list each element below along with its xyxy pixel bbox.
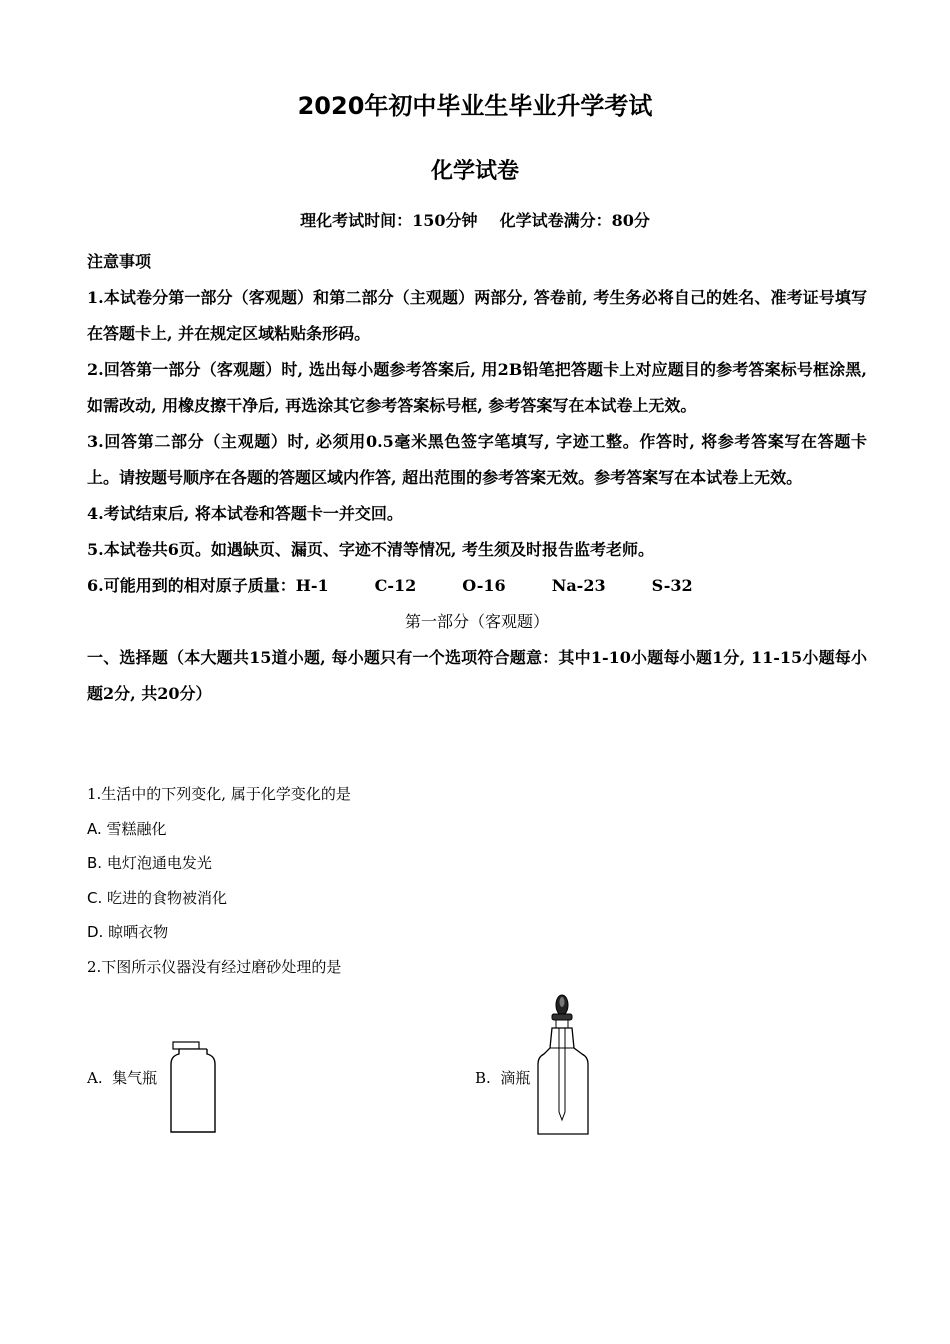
question-1-stem: 1.生活中的下列变化, 属于化学变化的是 (87, 785, 351, 803)
atomic-mass-label: 6.可能用到的相对原子质量： (87, 576, 296, 595)
atomic-mass-na: Na-23 (551, 576, 606, 595)
time-info: 理化考试时间：150分钟 (300, 211, 478, 230)
exam-title: 2020年初中毕业生毕业升学考试 (297, 92, 653, 120)
atomic-mass-h: H-1 (295, 576, 329, 595)
exam-subtitle: 化学试卷 (430, 158, 519, 184)
dropper-bottle-icon (532, 992, 592, 1144)
atomic-mass-c: C-12 (374, 576, 417, 595)
questions-section (87, 777, 867, 985)
question-1-option-c: C. 吃进的食物被消化 (87, 888, 228, 907)
note-item-6 (87, 568, 867, 604)
note-item-2: 2.回答第一部分（客观题）时, 选出每小题参考答案后, 用2B铅笔把答题卡上对应题目的参考答案标号框涂黑, 如需改动, 用橡皮擦干净后, 再选涂其它参考答案标号框, 参考答案写在本试卷上无效。 (87, 360, 867, 415)
atomic-mass-s: S-32 (651, 576, 693, 595)
score-info: 化学试卷满分：80分 (499, 211, 650, 230)
exam-time-score (0, 208, 950, 231)
notes-section (87, 244, 867, 712)
atomic-mass-o: O-16 (462, 576, 506, 595)
question-2-option-b: B. 滴瓶 (475, 1069, 531, 1087)
note-item-1: 1.本试卷分第一部分（客观题）和第二部分（主观题）两部分, 答卷前, 考生务必将自己的姓名、准考证号填写在答题卡上, 并在规定区域粘贴条形码。 (87, 288, 867, 343)
note-item-5: 5.本试卷共6页。如遇缺页、漏页、字迹不清等情况, 考生须及时报告监考老师。 (87, 540, 654, 559)
note-item-4: 4.考试结束后, 将本试卷和答题卡一并交回。 (87, 504, 403, 523)
question-1-option-b: B. 电灯泡通电发光 (87, 854, 212, 873)
question-1-option-a: A. 雪糕融化 (87, 819, 167, 838)
section-instructions: 一、选择题（本大题共15道小题, 每小题只有一个选项符合题意：其中1-10小题每小题1分, 11-15小题每小题2分, 共20分） (87, 648, 867, 703)
question-2-stem: 2.下图所示仪器没有经过磨砂处理的是 (87, 957, 342, 976)
gas-collecting-bottle-icon (165, 1040, 220, 1139)
question-1-option-d: D. 晾晒衣物 (87, 923, 169, 942)
part1-heading: 第一部分（客观题） (404, 612, 549, 631)
question-2-option-a: A. 集气瓶 (87, 1069, 158, 1087)
notes-heading: 注意事项 (87, 252, 152, 271)
note-item-3: 3.回答第二部分（主观题）时, 必须用0.5毫米黑色签字笔填写, 字迹工整。作答时, 将参考答案写在答题卡上。请按题号顺序在各题的答题区域内作答, 超出范围的参考答案无效。参考答案写在本试卷上无效。 (87, 432, 867, 487)
